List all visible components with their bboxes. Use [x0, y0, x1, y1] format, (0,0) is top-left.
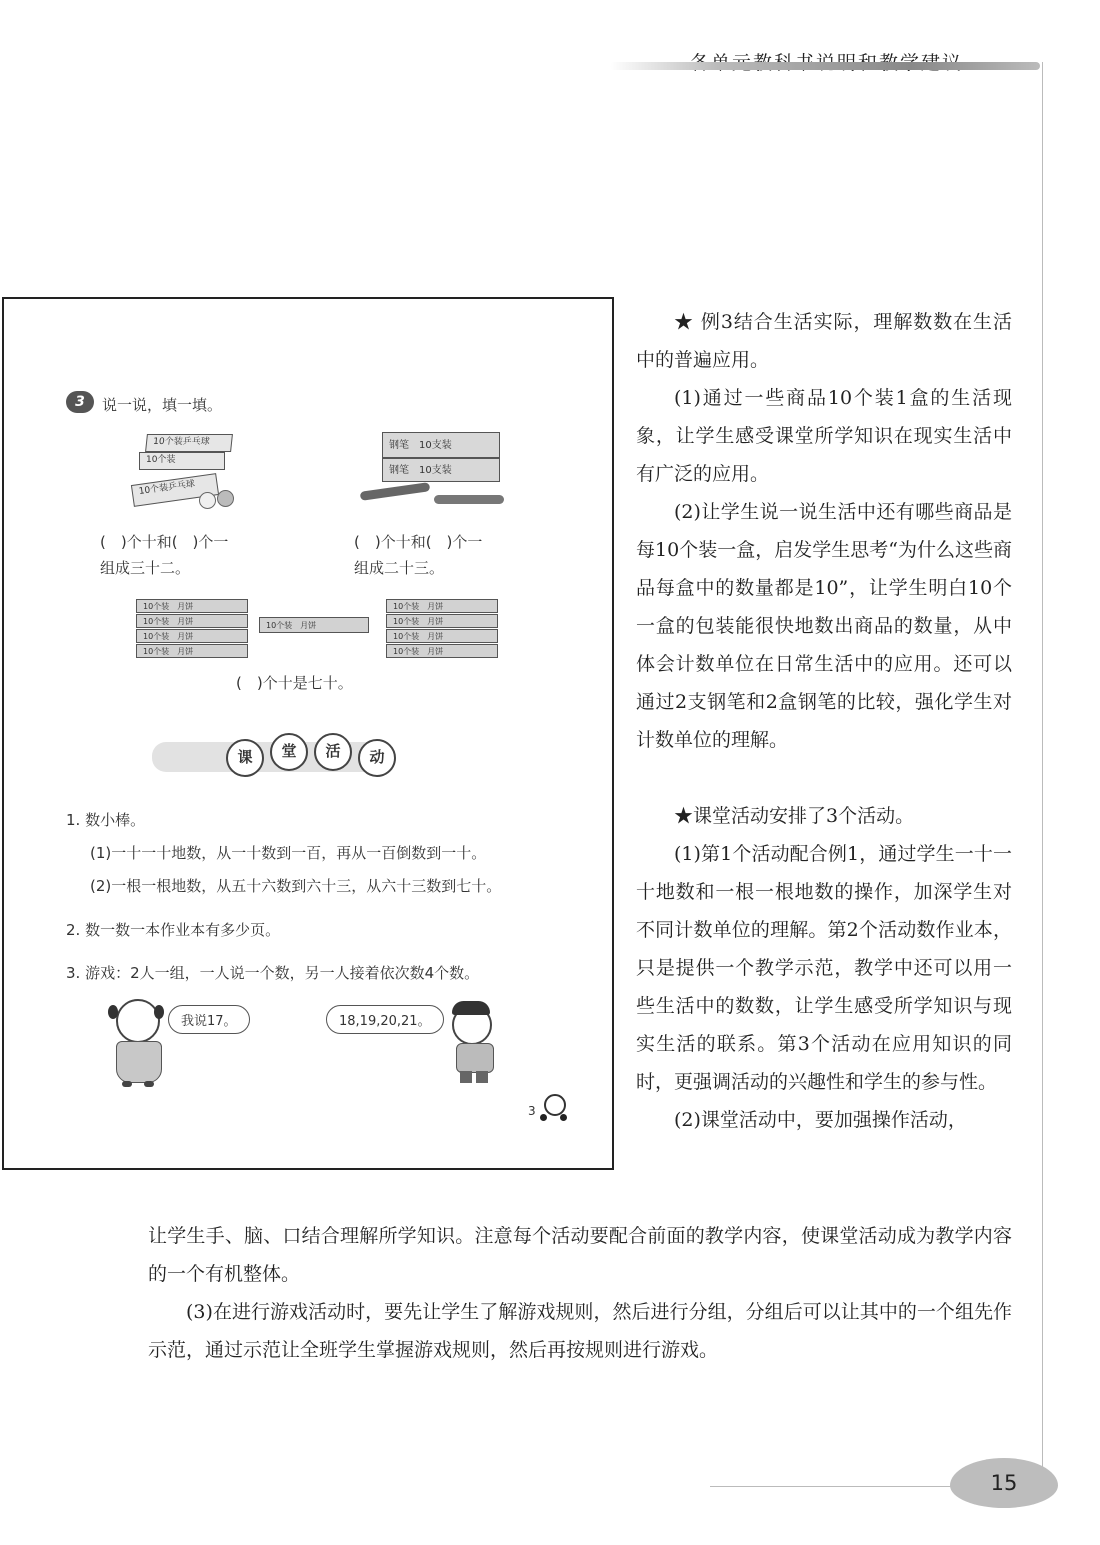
- girl-hair-icon: [108, 1005, 118, 1019]
- mooncake-box: [136, 599, 248, 613]
- footer-rule: [710, 1486, 960, 1487]
- example-title: 说一说，填一填。: [102, 396, 223, 414]
- box-label: 10个装 月饼: [143, 647, 194, 656]
- full-width-notes: [148, 1217, 1012, 1369]
- pingpong-box-middle: [139, 452, 225, 470]
- panda-head-icon: [544, 1094, 566, 1116]
- note-paragraph: (1)通过一些商品10个装1盒的生活现象，让学生感受课堂所学知识在现实生活中有广泛的应用。: [636, 387, 1012, 485]
- mooncake-stack-right: [386, 599, 501, 658]
- mooncake-stack-middle: [259, 617, 374, 633]
- mooncake-box: [136, 629, 248, 643]
- box-label: 10个装乒乓球: [138, 479, 196, 497]
- mooncake-box: [136, 644, 248, 658]
- boy-shirt-icon: [456, 1043, 494, 1073]
- activity-1-b: (2)一根一根地数，从五十六数到六十三，从六十三数到七十。: [90, 877, 502, 895]
- mooncake-box: [386, 629, 498, 643]
- mooncake-box: [386, 614, 498, 628]
- girl-hair-icon: [154, 1005, 164, 1019]
- activity-badge-char: 堂: [270, 733, 308, 771]
- box-label: 10个装乒乓球: [152, 437, 211, 447]
- mooncake-box: [386, 644, 498, 658]
- textbook-inset: [2, 297, 614, 1170]
- box-label: 10个装 月饼: [393, 617, 444, 626]
- pen-box-bottom: [382, 458, 500, 482]
- boy-speech-bubble: 18,19,20,21。: [326, 1005, 444, 1034]
- blank-1-line-1: ( )个十和( )个一: [100, 533, 229, 551]
- note-paragraph: (1)第1个活动配合例1，通过学生一十一十地数和一根一根地数的操作，加深学生对不同计数单位的理解。第2个活动数作业本，只是提供一个教学示范，教学中还可以用一些生活中的数数，让学生感受所学知识与现实生活的联系。第3个活动在应用知识的同时，更强调活动的兴趣性和学生的参与性。: [636, 843, 1012, 1093]
- activity-badge-char: 课: [226, 739, 264, 777]
- box-label: 钢笔 10支装: [389, 465, 452, 476]
- mooncake-box: [136, 614, 248, 628]
- note-paragraph: (2)让学生说一说生活中还有哪些商品是每10个装一盒，启发学生思考“为什么这些商品每盒中的数量都是10”，让学生明白10个一盒的包装能很快地数出商品的数量，从中体会计数单位在日常生活中的应用。还可以通过2支钢笔和2盒钢笔的比较，强化学生对计数单位的理解。: [636, 501, 1012, 751]
- activity-3: 3. 游戏：2人一组，一人说一个数，另一人接着依次数4个数。: [66, 964, 480, 982]
- header-bar: [610, 62, 1040, 70]
- box-label: 10个装 月饼: [266, 621, 317, 630]
- box-label: 10个装 月饼: [143, 602, 194, 611]
- girl-head-icon: [116, 999, 160, 1043]
- box-label: 10个装 月饼: [393, 632, 444, 641]
- inset-page-number: 3: [528, 1104, 536, 1118]
- box-label: 10个装 月饼: [393, 647, 444, 656]
- panda-paw-icon: [560, 1114, 567, 1121]
- note-paragraph: ★课堂活动安排了3个活动。: [674, 805, 915, 827]
- boy-hair-icon: [452, 1001, 490, 1015]
- box-label: 10个装 月饼: [393, 602, 444, 611]
- pingpong-ball-icon: [217, 490, 234, 507]
- boy-leg-icon: [476, 1071, 488, 1083]
- box-label: 钢笔 10支装: [389, 440, 452, 451]
- mooncake-stack-left: [136, 599, 251, 658]
- pen-icon: [360, 482, 431, 501]
- blank-1-line-2: 组成三十二。: [100, 559, 191, 577]
- note-paragraph: (2)课堂活动中，要加强操作活动，: [674, 1109, 967, 1131]
- box-label: 10个装 月饼: [143, 632, 194, 641]
- activity-2: 2. 数一数一本作业本有多少页。: [66, 921, 281, 939]
- right-margin-rule: [1042, 62, 1043, 1482]
- girl-shoe-icon: [122, 1081, 132, 1087]
- box-label: 10个装: [146, 455, 176, 465]
- blank-2-line-1: ( )个十和( )个一: [354, 533, 483, 551]
- girl-speech-bubble: 我说17。: [168, 1005, 250, 1034]
- note-paragraph: ★ 例3结合生活实际，理解数数在生活中的普遍应用。: [636, 311, 1012, 371]
- example-badge: 3: [66, 391, 94, 413]
- mooncake-box: [259, 617, 369, 633]
- activity-badge-char: 动: [358, 739, 396, 777]
- box-label: 10个装 月饼: [143, 617, 194, 626]
- note-paragraph: 让学生手、脑、口结合理解所学知识。注意每个活动要配合前面的教学内容，使课堂活动成为教学内容的一个有机整体。: [148, 1225, 1012, 1285]
- right-column-notes: [636, 303, 1012, 1139]
- panda-paw-icon: [540, 1114, 547, 1121]
- note-paragraph: (3)在进行游戏活动时，要先让学生了解游戏规则，然后进行分组，分组后可以让其中的一个组先作示范，通过示范让全班学生掌握游戏规则，然后再按规则进行游戏。: [148, 1301, 1012, 1361]
- page-number: 15: [950, 1458, 1058, 1508]
- girl-dress-icon: [116, 1041, 162, 1083]
- activity-1: 1. 数小棒。: [66, 811, 146, 829]
- boy-leg-icon: [460, 1071, 472, 1083]
- pingpong-box-top: [145, 434, 233, 452]
- pen-box-top: [382, 432, 500, 458]
- mooncake-box: [386, 599, 498, 613]
- activity-badge-char: 活: [314, 733, 352, 771]
- girl-shoe-icon: [144, 1081, 154, 1087]
- activity-1-a: (1)一十一十地数，从一十数到一百，再从一百倒数到一十。: [90, 844, 487, 862]
- blank-2-line-2: 组成二十三。: [354, 559, 445, 577]
- pingpong-ball-icon: [199, 492, 216, 509]
- pen-icon: [434, 495, 504, 504]
- blank-3: ( )个十是七十。: [236, 674, 353, 692]
